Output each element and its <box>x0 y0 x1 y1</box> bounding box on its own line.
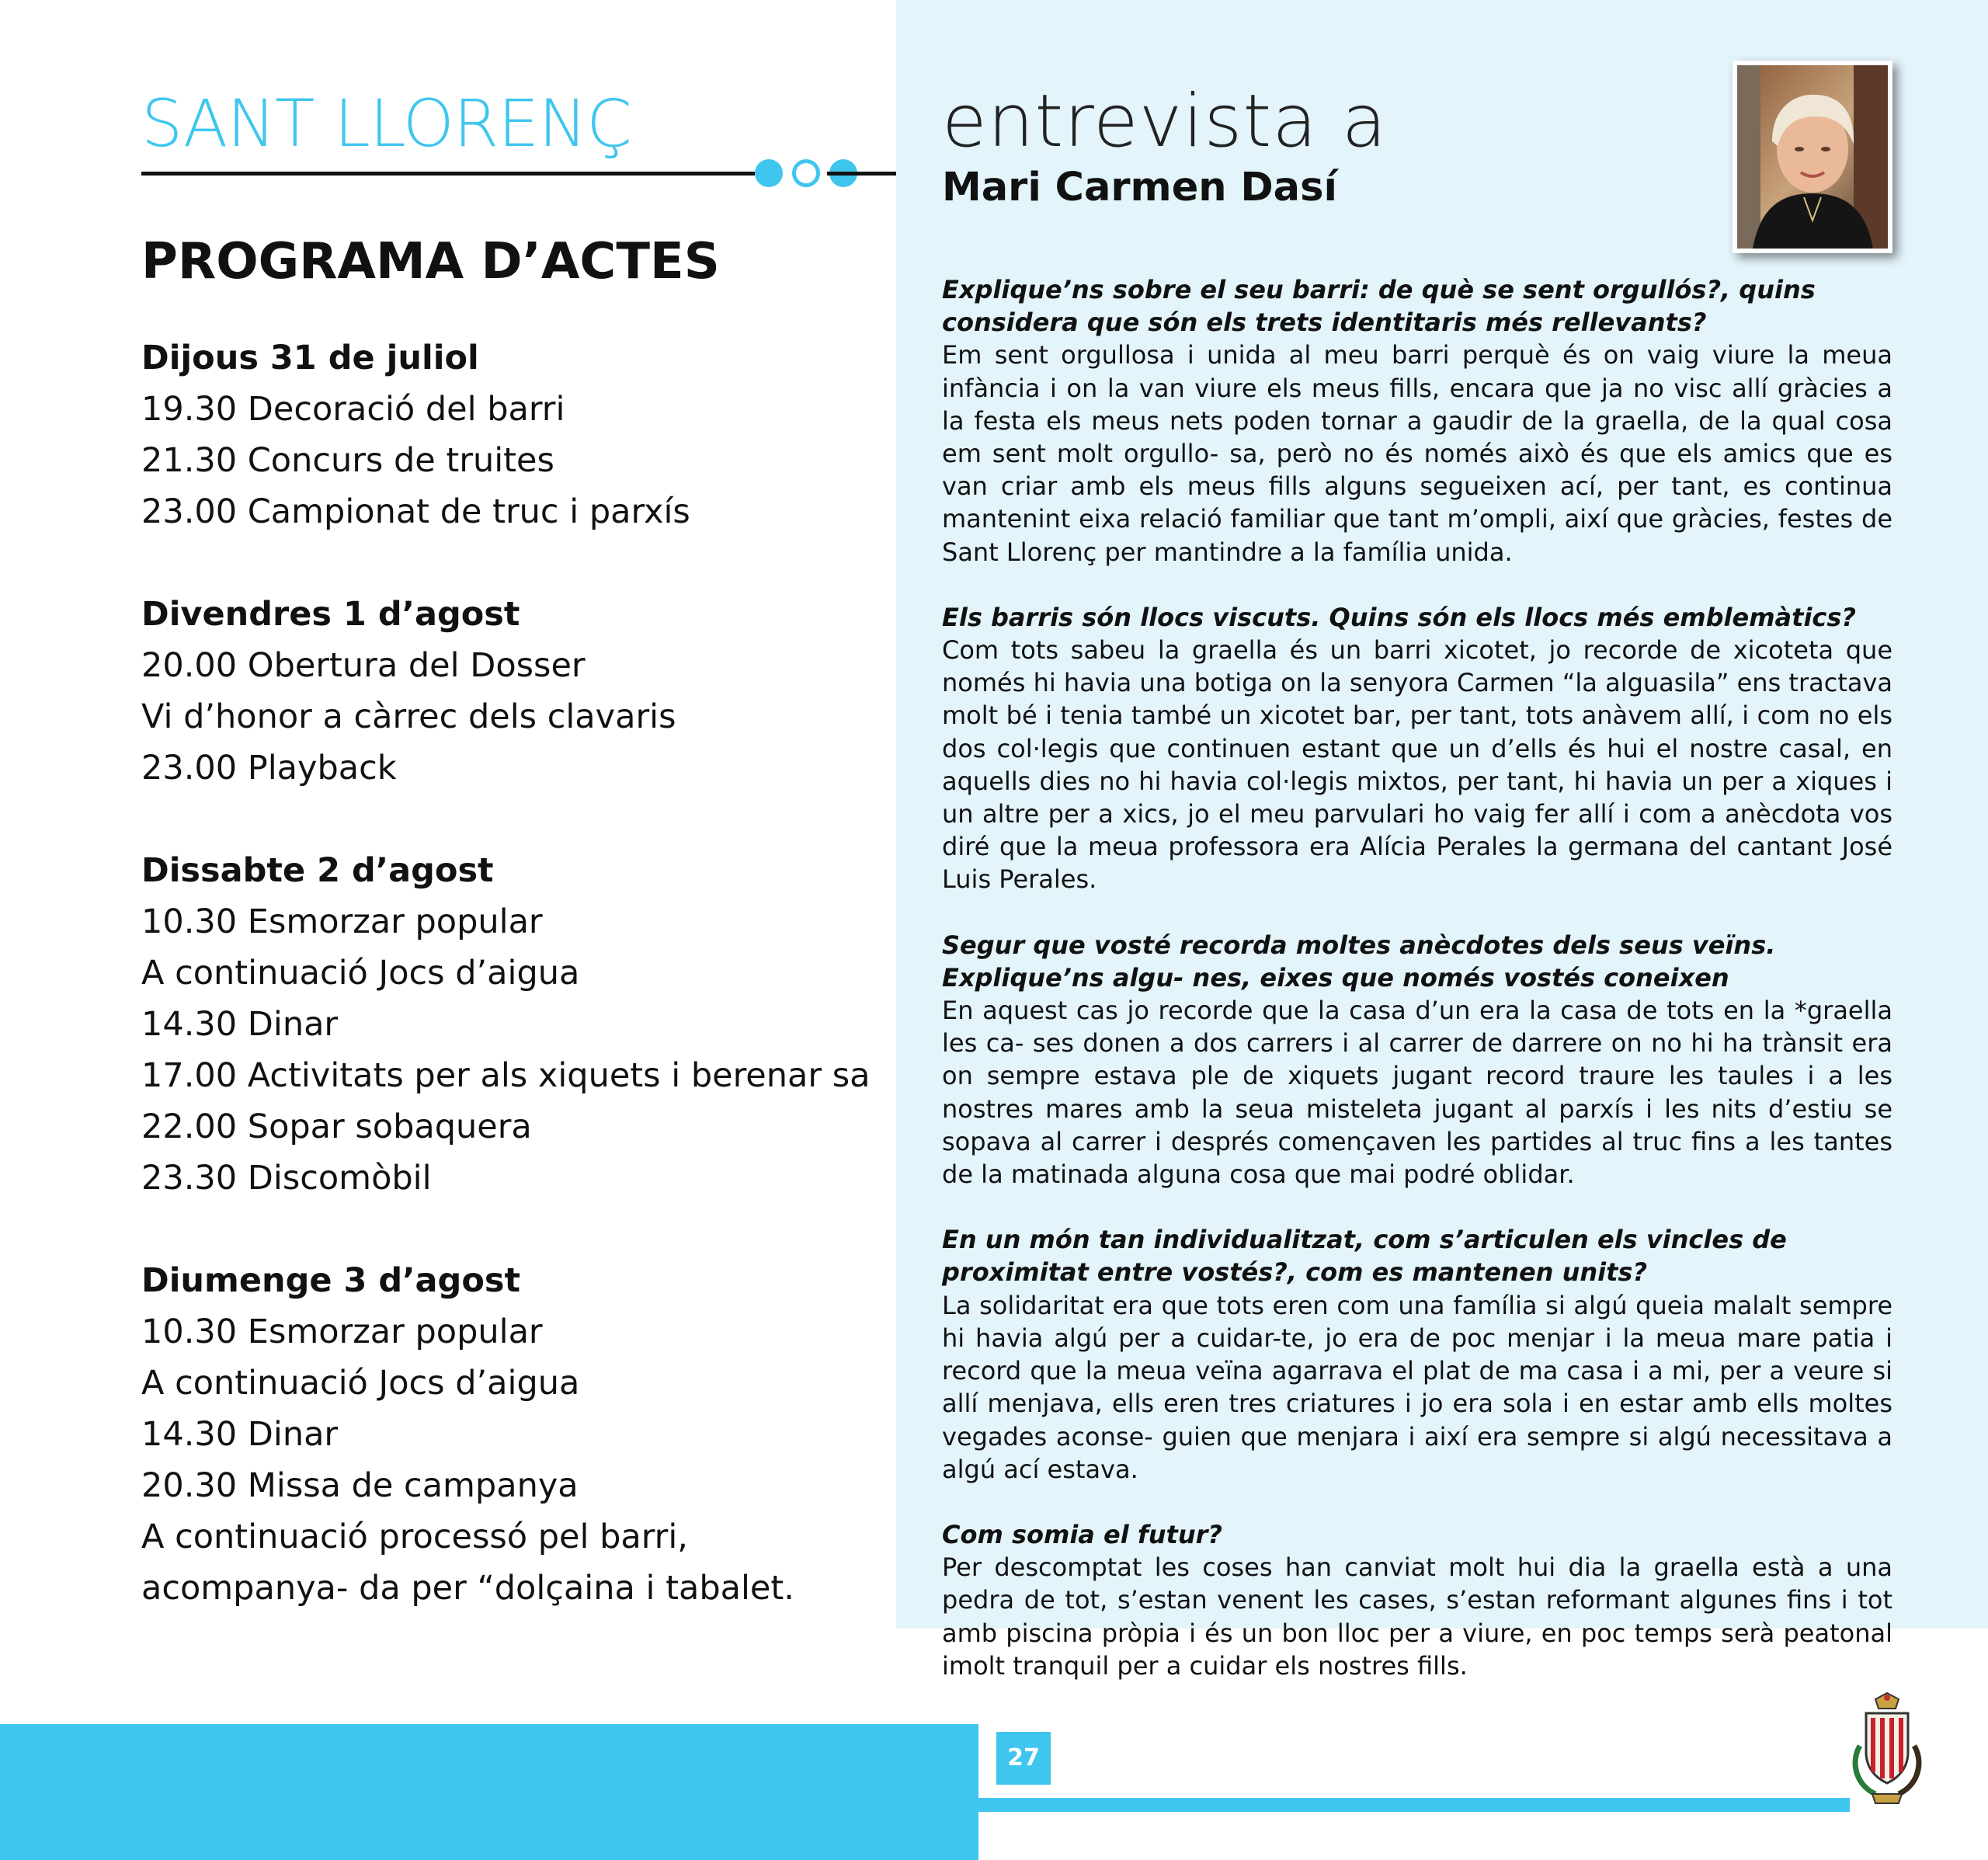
event-item: 22.00 Sopar sobaquera <box>141 1107 532 1146</box>
event-item: 20.00 Obertura del Dosser <box>141 646 586 685</box>
day-title: Dijous 31 de juliol <box>141 339 479 377</box>
program-day <box>141 589 871 794</box>
qa-item <box>942 1518 1892 1682</box>
portrait-image <box>1737 65 1888 249</box>
decorative-ring <box>792 159 820 187</box>
qa-item <box>942 929 1892 1191</box>
answer-text: Per descomptat les coses han canviat molt hui dia la graella està a una pedra de tot, s’estan venent les cases, s’estan reformant algunes fins i tot amb piscina pròpia i és un bon lloc per a viure, en poc temps serà peatonal imolt tranquil per a cuidar els nostres fills. <box>942 1552 1892 1681</box>
question-text: En un món tan individualitzat, com s’articulen els vincles de proximitat entre vostés?, com es mantenen units? <box>942 1225 1787 1288</box>
day-title: Divendres 1 d’agost <box>141 595 520 634</box>
program-day <box>141 845 871 1204</box>
event-item: 10.30 Esmorzar popular <box>141 1312 543 1351</box>
event-item: A continuació Jocs d’aigua <box>141 1364 580 1403</box>
event-item: A continuació Jocs d’aigua <box>141 954 580 993</box>
event-item: 17.00 Activitats per als xiquets i berenar sa <box>141 1056 871 1095</box>
qa-item <box>942 1223 1892 1486</box>
answer-text: Com tots sabeu la graella és un barri xicotet, jo recorde de xicoteta que només hi havia una botiga on la senyora Carmen “la alguasila” ens tractava molt bé i tenia també un xicotet bar, per tant, tots anàvem allí, i com no els dos col·legis que continuen estant que un d’ells és hui el nostre casal, en aquells dies no hi havia col·legis mixtos, per tant, hi havia un per a xiques i un altre per a xics, jo el meu parvulari ho vaig fer allí i com a anècdota vos diré que la meua professora era Alícia Perales la germana del cantant José Luis Perales. <box>942 635 1893 895</box>
interviewee-name: Mari Carmen Dasí <box>942 165 1337 210</box>
question-text: Explique’ns sobre el seu barri: de què se sent orgullós?, quins considera que són els trets identitaris més rellevants? <box>942 275 1816 338</box>
page-number: 27 <box>996 1732 1051 1785</box>
program-list <box>141 332 871 1665</box>
event-item: 21.30 Concurs de truites <box>141 441 554 480</box>
day-title: Dissabte 2 d’agost <box>141 851 494 890</box>
title-divider-end <box>827 172 896 176</box>
question-text: Els barris són llocs viscuts. Quins són els llocs més emblemàtics? <box>942 602 1856 632</box>
day-title: Diumenge 3 d’agost <box>141 1261 521 1300</box>
event-item: 19.30 Decoració del barri <box>141 390 565 429</box>
event-item: 10.30 Esmorzar popular <box>141 902 543 941</box>
coat-of-arms-icon <box>1844 1691 1930 1808</box>
question-text: Com somia el futur? <box>942 1519 1222 1549</box>
interview-label: entrevista a <box>942 79 1388 164</box>
interview-qa <box>942 273 1892 1715</box>
qa-item <box>942 601 1892 896</box>
event-item: A continuació processó pel barri, acompanya- da per “dolçaina i tabalet. <box>141 1518 794 1608</box>
answer-text: En aquest cas jo recorde que la casa d’un era la casa de tots en la *graella les ca- ses donen a dos carrers i al carrer de darrere on no hi ha trànsit era on sempre estava ple de xiquets jugant record traure les taules i a les nostres mares amb la seua misteleta jugant al parxís i les nits d’estiu se sopava al carrer i després començaven les partides al truc fins a les tantes de la matinada alguna cosa que mai podré oblidar. <box>942 996 1892 1190</box>
portrait-photo <box>1733 61 1892 253</box>
event-item: 23.00 Campionat de truc i parxís <box>141 492 690 531</box>
answer-text: La solidaritat era que tots eren com una família si algú queia malalt sempre hi havia algú per a cuidar-te, jo era de poc menjar i la meua mare patia i record que la meua veïna agarrava el plat de ma casa i a mi, per a veure si allí menjava, ells eren tres criatures i jo era sola i en estar amb ells moltes vegades aconse- guien que menjara i així era sempre si algú necessitava a algú ací estava. <box>942 1290 1892 1484</box>
program-day <box>141 332 871 537</box>
title-divider <box>141 172 755 176</box>
event-item: 14.30 Dinar <box>141 1005 339 1044</box>
question-text: Segur que vosté recorda moltes anècdotes dels seus veïns. Explique’ns algu- nes, eixes que només vostés coneixen <box>942 930 1776 993</box>
decorative-dot <box>755 159 783 187</box>
event-item: 23.00 Playback <box>141 749 397 787</box>
section-title: SANT LLORENÇ <box>141 85 631 162</box>
event-item: 14.30 Dinar <box>141 1415 339 1454</box>
footer-band <box>0 1724 978 1860</box>
event-item: Vi d’honor a càrrec dels clavaris <box>141 697 676 736</box>
event-item: 20.30 Missa de campanya <box>141 1466 579 1505</box>
program-day <box>141 1255 871 1614</box>
qa-item <box>942 273 1892 568</box>
footer-stripe <box>792 1798 1850 1812</box>
event-item: 23.30 Discomòbil <box>141 1159 432 1198</box>
program-heading: PROGRAMA D’ACTES <box>141 233 720 290</box>
answer-text: Em sent orgullosa i unida al meu barri perquè és on vaig viure la meua infància i on la van viure els meus fills, encara que ja no visc allí gràcies a la festa els meus nets poden tornar a gaudir de la graella, de la qual cosa em sent molt orgullo- sa, però no és només això és que els amics que es van criar amb els meus fills alguns segueixen ací, per tant, es continua mantenint eixa relació familiar que tant m’ompli, així que gràcies, festes de Sant Llorenç per mantindre a la família unida. <box>942 340 1892 567</box>
